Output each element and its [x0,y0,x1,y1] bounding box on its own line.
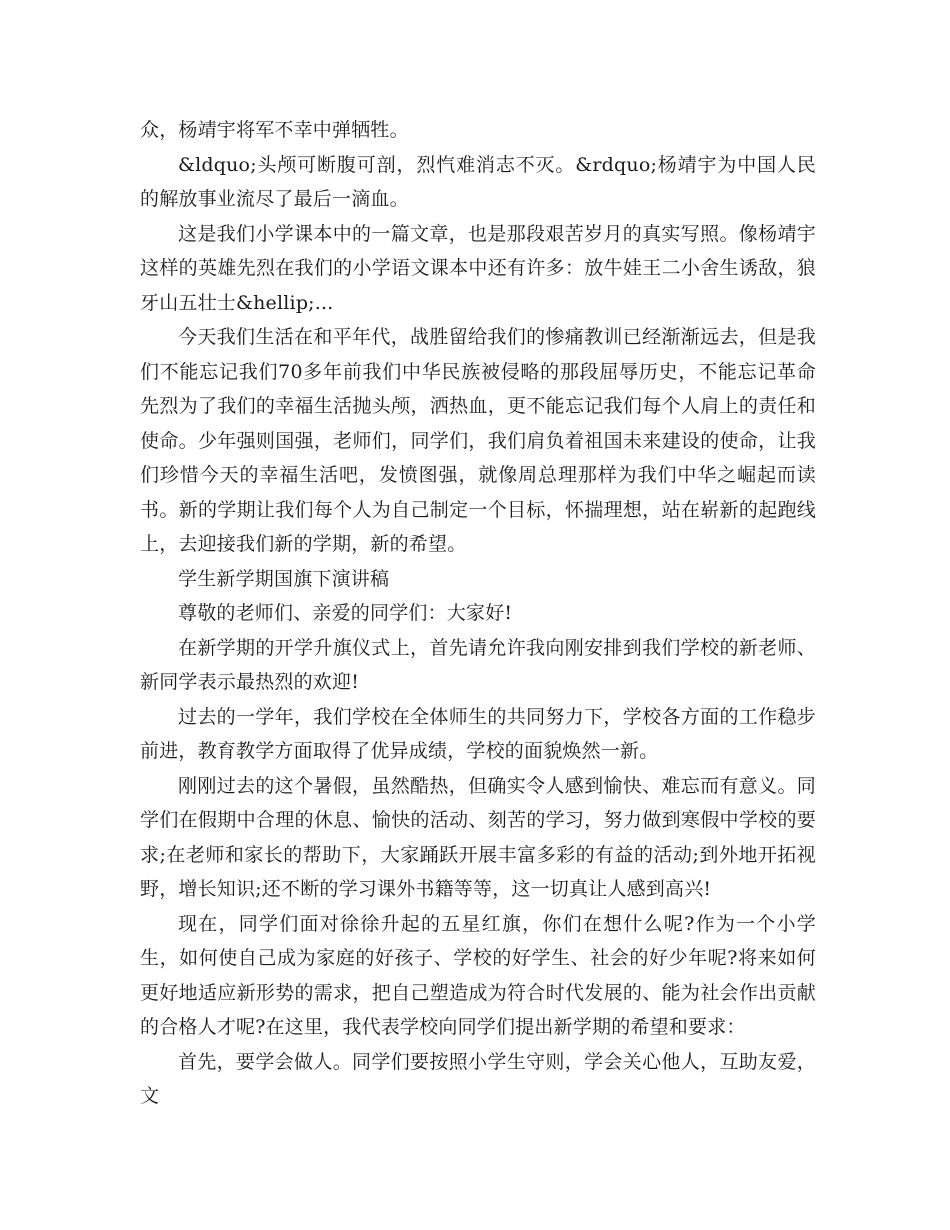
paragraph: 今天我们生活在和平年代，战胜留给我们的惨痛教训已经渐渐远去，但是我们不能忘记我们70多年前我们中华民族被侵略的那段屈辱历史，不能忘记革命先烈为了我们的幸福生活抛头颅，洒热血，更不能忘记我们每个人肩上的责任和使命。少年强则国强，老师们，同学们，我们肩负着祖国未来建设的使命，让我们珍惜今天的幸福生活吧，发愤图强，就像周总理那样为我们中华之崛起而读书。新的学期让我们每个人为自己制定一个目标，怀揣理想，站在崭新的起跑线上，去迎接我们新的学期，新的希望。 [140,326,816,555]
paragraph: 现在，同学们面对徐徐升起的五星红旗，你们在想什么呢?作为一个小学生，如何使自己成为家庭的好孩子、学校的好学生、社会的好少年呢?将来如何更好地适应新形势的需求，把自己塑造成为符合时代发展的、能为社会作出贡献的合格人才呢?在这里，我代表学校向同学们提出新学期的希望和要求： [140,912,816,1038]
paragraph: 过去的一学年，我们学校在全体师生的共同努力下，学校各方面的工作稳步前进，教育教学方面取得了优异成绩，学校的面貌焕然一新。 [140,705,816,762]
paragraph: 首先，要学会做人。同学们要按照小学生守则，学会关心他人，互助友爱，文 [140,1050,816,1107]
section-title: 学生新学期国旗下演讲稿 [178,567,390,590]
paragraph: 众，杨靖宇将军不幸中弹牺牲。 [140,119,409,141]
paragraph: &ldquo;头颅可断腹可剖，烈忾难消志不灭。&rdquo;杨靖宇为中国人民的解放事业流尽了最后一滴血。 [140,153,816,210]
document-body [140,113,816,1114]
greeting: 尊敬的老师们、亲爱的同学们：大家好! [178,602,513,624]
paragraph: 在新学期的开学升旗仪式上，首先请允许我向刚安排到我们学校的新老师、新同学表示最热烈的欢迎! [140,636,816,693]
paragraph: 刚刚过去的这个暑假，虽然酷热，但确实令人感到愉快、难忘而有意义。同学们在假期中合理的休息、愉快的活动、刻苦的学习，努力做到寒假中学校的要求;在老师和家长的帮助下，大家踊跃开展丰富多彩的有益的活动;到外地开拓视野，增长知识;还不断的学习课外书籍等等，这一切真让人感到高兴! [140,774,816,900]
paragraph: 这是我们小学课本中的一篇文章，也是那段艰苦岁月的真实写照。像杨靖宇这样的英雄先烈在我们的小学语文课本中还有许多：放牛娃王二小舍生诱敌，狼牙山五壮士&hellip;... [140,222,816,314]
